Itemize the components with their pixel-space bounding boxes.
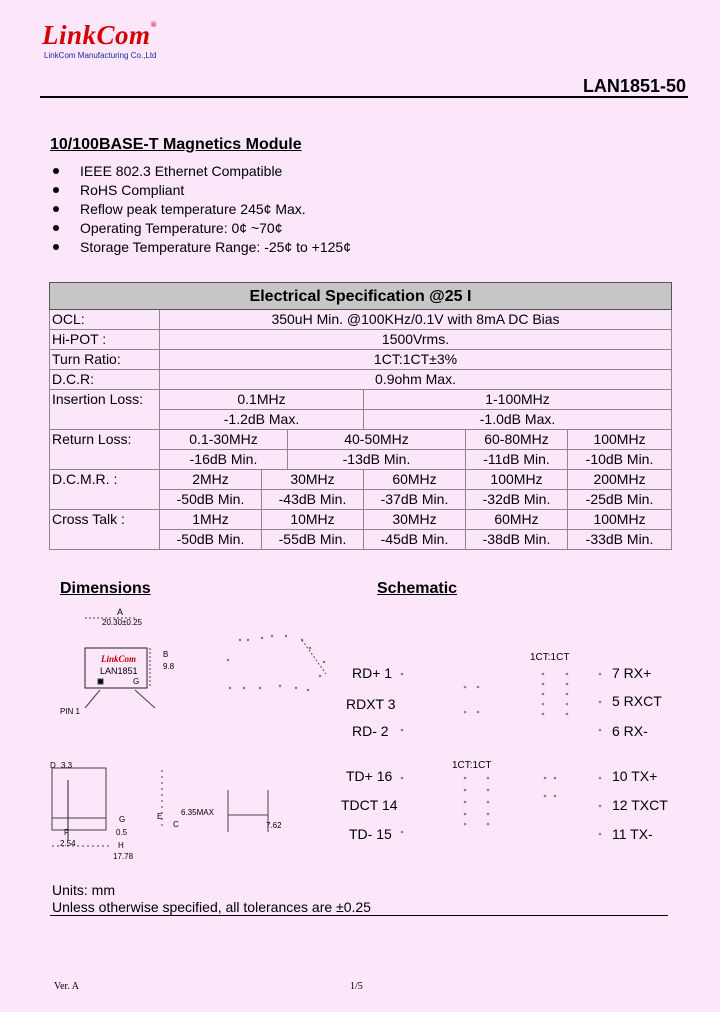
- part-number: LAN1851-50: [582, 76, 686, 96]
- schematic-drawing: [390, 650, 610, 850]
- dim-g-label: G: [119, 815, 126, 824]
- schematic-title: Schematic: [377, 580, 458, 597]
- dcr-value: 0.9ohm Max.: [160, 370, 672, 390]
- dcmr-freq: 200MHz: [568, 470, 672, 490]
- insertion-loss-label: Insertion Loss:: [50, 390, 160, 430]
- pin1-marker: [98, 679, 103, 684]
- cross-talk-value: -33dB Min.: [568, 530, 672, 550]
- dcmr-value: -25dB Min.: [568, 490, 672, 510]
- pin-td-plus: TD+ 16: [346, 768, 393, 784]
- return-loss-value: -16dB Min.: [160, 450, 288, 470]
- dimensions-title: Dimensions: [60, 580, 151, 597]
- dim-h-value: 17.78: [113, 852, 134, 861]
- feature-item: RoHS Compliant: [50, 181, 351, 200]
- tx-turns-ratio: 1CT:1CT: [452, 760, 492, 771]
- turn-ratio-value: 1CT:1CT±3%: [160, 350, 672, 370]
- return-loss-value: -11dB Min.: [466, 450, 568, 470]
- cross-talk-freq: 10MHz: [262, 510, 364, 530]
- body-marking: LAN1851: [100, 666, 138, 676]
- feature-list: [50, 162, 351, 257]
- page-number: 1/5: [350, 981, 363, 992]
- dim-b-value: 9.8: [163, 662, 175, 671]
- return-loss-freq: 60-80MHz: [466, 430, 568, 450]
- body-logo: LinkCom: [101, 654, 137, 664]
- insertion-value: -1.0dB Max.: [364, 410, 672, 430]
- ocl-value: 350uH Min. @100KHz/0.1V with 8mA DC Bias: [160, 310, 672, 330]
- return-loss-freq: 100MHz: [568, 430, 672, 450]
- dcmr-label: D.C.M.R. :: [50, 470, 160, 510]
- company-logo: [42, 20, 157, 51]
- pin-tx-plus: 10 TX+: [612, 768, 658, 784]
- feature-item: IEEE 802.3 Ethernet Compatible: [50, 162, 351, 181]
- company-name: LinkCom Manufacturing Co.,Ltd: [44, 51, 157, 60]
- spec-title: Electrical Specification @25 I: [50, 283, 672, 310]
- dim-a-label: A: [117, 607, 124, 617]
- dcmr-freq: 30MHz: [262, 470, 364, 490]
- pin-rdct: RDXT 3: [346, 696, 396, 712]
- return-loss-value: -13dB Min.: [288, 450, 466, 470]
- tolerance-note: Unless otherwise specified, all tolerances are ±0.25: [52, 899, 371, 915]
- dim-g-value: 0.5: [116, 828, 128, 837]
- ocl-label: OCL:: [50, 310, 160, 330]
- pin-txct: 12 TXCT: [612, 797, 668, 813]
- dim-a-value: 20.30±0.25: [102, 618, 142, 627]
- g-leader: [135, 690, 155, 708]
- dim-e-label: E: [157, 812, 163, 821]
- feature-item: Storage Temperature Range: -25¢ to +125¢: [50, 238, 351, 257]
- dcmr-freq: 2MHz: [160, 470, 262, 490]
- version-label: Ver. A: [54, 981, 79, 992]
- dim-f-value: 2.54: [60, 839, 76, 848]
- cross-talk-value: -55dB Min.: [262, 530, 364, 550]
- dim-f-label: F: [64, 828, 69, 837]
- dcmr-freq: 60MHz: [364, 470, 466, 490]
- cross-talk-value: -38dB Min.: [466, 530, 568, 550]
- dim-h-label: H: [118, 841, 124, 850]
- insertion-freq: 0.1MHz: [160, 390, 364, 410]
- dim-pitch-value: 7.62: [266, 821, 282, 830]
- dim-d-value: 3.3: [61, 761, 73, 770]
- footer-divider: [50, 915, 668, 916]
- return-loss-label: Return Loss:: [50, 430, 160, 470]
- product-title: 10/100BASE-T Magnetics Module: [50, 136, 302, 153]
- turn-ratio-label: Turn Ratio:: [50, 350, 160, 370]
- cross-talk-freq: 30MHz: [364, 510, 466, 530]
- cross-talk-label: Cross Talk :: [50, 510, 160, 550]
- cross-talk-freq: 1MHz: [160, 510, 262, 530]
- cross-talk-freq: 100MHz: [568, 510, 672, 530]
- dcr-label: D.C.R:: [50, 370, 160, 390]
- dimension-drawing: [40, 600, 360, 880]
- hipot-label: Hi-POT :: [50, 330, 160, 350]
- dcmr-value: -37dB Min.: [364, 490, 466, 510]
- return-loss-freq: 0.1-30MHz: [160, 430, 288, 450]
- cross-talk-freq: 60MHz: [466, 510, 568, 530]
- dim-c-label: C: [173, 820, 179, 829]
- dim-d-label: D: [50, 761, 56, 770]
- dim-g-label-top: G: [133, 677, 140, 686]
- electrical-spec-table: [49, 282, 672, 550]
- feature-item: Reflow peak temperature 245¢ Max.: [50, 200, 351, 219]
- dcmr-value: -43dB Min.: [262, 490, 364, 510]
- pin-rx-plus: 7 RX+: [612, 665, 652, 681]
- pin1-label: PIN 1: [60, 707, 81, 716]
- notes: [52, 882, 371, 916]
- pin-tdct: TDCT 14: [341, 797, 398, 813]
- pin-tx-minus: 11 TX-: [612, 826, 653, 842]
- cross-talk-value: -50dB Min.: [160, 530, 262, 550]
- logo-text: LinkCom: [42, 20, 151, 50]
- dim-b-label: B: [163, 650, 169, 659]
- return-loss-value: -10dB Min.: [568, 450, 672, 470]
- footprint-diagonal: [302, 640, 326, 674]
- rx-turns-ratio: 1CT:1CT: [530, 652, 570, 663]
- pin1-leader: [85, 690, 100, 708]
- insertion-value: -1.2dB Max.: [160, 410, 364, 430]
- insertion-freq: 1-100MHz: [364, 390, 672, 410]
- component-side-outline: [52, 768, 106, 830]
- side-view-outline: [228, 790, 268, 832]
- cross-talk-value: -45dB Min.: [364, 530, 466, 550]
- footprint-pads: [227, 635, 325, 691]
- pin-rd-minus: RD- 2: [352, 723, 389, 739]
- hipot-value: 1500Vrms.: [160, 330, 672, 350]
- dim-c-value: 6.35MAX: [181, 808, 214, 817]
- dcmr-value: -32dB Min.: [466, 490, 568, 510]
- dcmr-value: -50dB Min.: [160, 490, 262, 510]
- return-loss-freq: 40-50MHz: [288, 430, 466, 450]
- pin-rd-plus: RD+ 1: [352, 665, 393, 681]
- transformer-coils: [401, 673, 602, 836]
- pin-rx-minus: 6 RX-: [612, 723, 648, 739]
- feature-item: Operating Temperature: 0¢ ~70¢: [50, 219, 351, 238]
- registered-mark: ®: [150, 20, 158, 29]
- pin-td-minus: TD- 15: [349, 826, 392, 842]
- units-note: Units: mm: [52, 882, 115, 898]
- pin-rxct: 5 RXCT: [612, 693, 662, 709]
- header-divider: [40, 96, 688, 98]
- dcmr-freq: 100MHz: [466, 470, 568, 490]
